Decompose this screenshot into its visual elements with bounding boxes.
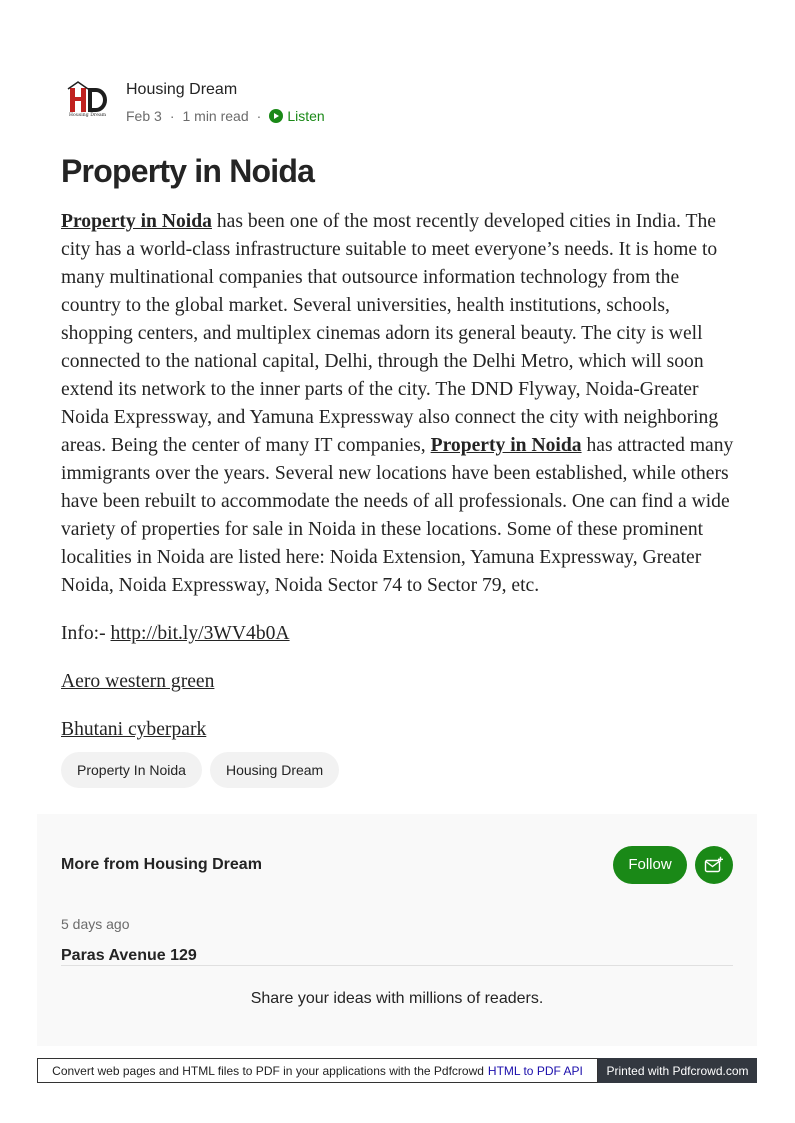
author-avatar[interactable] bbox=[61, 78, 113, 130]
post-time-ago: 5 days ago bbox=[61, 916, 130, 932]
bhutani-cyberpark-link[interactable]: Bhutani cyberpark bbox=[61, 719, 207, 740]
property-in-noida-link-2[interactable]: Property in Noida bbox=[430, 435, 582, 456]
post-meta bbox=[126, 106, 325, 126]
divider bbox=[61, 965, 733, 966]
aero-western-green-link[interactable]: Aero western green bbox=[61, 671, 215, 692]
more-from-section bbox=[37, 814, 757, 1046]
logo-caption: Housing Dream bbox=[69, 113, 107, 118]
property-in-noida-link[interactable]: Property in Noida bbox=[61, 211, 212, 232]
tag-property-in-noida[interactable]: Property In Noida bbox=[61, 752, 202, 788]
tag-housing-dream[interactable]: Housing Dream bbox=[210, 752, 339, 788]
related-post-title[interactable]: Paras Avenue 129 bbox=[61, 947, 197, 964]
meta-separator: · bbox=[169, 108, 175, 124]
tag-list bbox=[61, 752, 339, 788]
paragraph-text: has been one of the most recently developed cities in India. The city has a world-class infrastructure suitable to meet everyone’s needs. It is home to many multinational companies that outsource information technology from the country to the global market. Several universities, health institutions, schools, shopping centers, and multiplex cinemas adorn its general beauty. The city is well connected to the national capital, Delhi, through the Delhi Metro, which will soon extend its network to the inner parts of the city. The DND Flyway, Noida-Greater Noida Expressway, and Yamuna Expressway also connect the city with neighboring areas. Being the center of many IT companies, bbox=[61, 211, 719, 456]
pdfcrowd-footer bbox=[37, 1058, 757, 1083]
post-date: Feb 3 bbox=[126, 108, 162, 124]
article-title: Property in Noida bbox=[61, 153, 315, 189]
info-paragraph bbox=[61, 620, 736, 648]
footer-promo bbox=[37, 1058, 598, 1083]
footer-promo-text: Convert web pages and HTML files to PDF in your applications with the Pdfcrowd bbox=[52, 1063, 484, 1078]
read-time: 1 min read bbox=[182, 108, 249, 124]
subscribe-mail-icon bbox=[704, 856, 724, 874]
info-link[interactable]: http://bit.ly/3WV4b0A bbox=[110, 623, 290, 644]
footer-api-link[interactable]: HTML to PDF API bbox=[487, 1063, 583, 1078]
author-name[interactable]: Housing Dream bbox=[126, 81, 238, 98]
listen-button[interactable] bbox=[269, 106, 324, 126]
footer-printed-with[interactable]: Printed with Pdfcrowd.com bbox=[598, 1058, 757, 1083]
follow-button[interactable]: Follow bbox=[613, 846, 687, 884]
meta-separator: · bbox=[256, 108, 262, 124]
share-ideas-text: Share your ideas with millions of readers. bbox=[250, 990, 544, 1007]
info-label: Info:- bbox=[61, 623, 111, 644]
author-header bbox=[61, 78, 325, 128]
link-paragraph bbox=[61, 716, 736, 744]
housing-dream-logo bbox=[61, 78, 113, 130]
link-paragraph bbox=[61, 668, 736, 696]
subscribe-button[interactable] bbox=[695, 846, 733, 884]
play-icon bbox=[269, 109, 283, 123]
article-body bbox=[61, 208, 736, 744]
more-from-title: More from Housing Dream bbox=[61, 856, 262, 873]
listen-label: Listen bbox=[287, 108, 325, 124]
article-paragraph bbox=[61, 208, 736, 600]
paragraph-text-2: has attracted many immigrants over the years. Several new locations have been established, while others have been rebuilt to accommodate the needs of all professionals. One can find a wide variety of properties for sale in Noida in these locations. Some of these prominent localities in Noida are listed here: Noida Extension, Yamuna Expressway, Greater Noida, Noida Expressway, Noida Sector 74 to Sector 79, etc. bbox=[61, 435, 734, 596]
